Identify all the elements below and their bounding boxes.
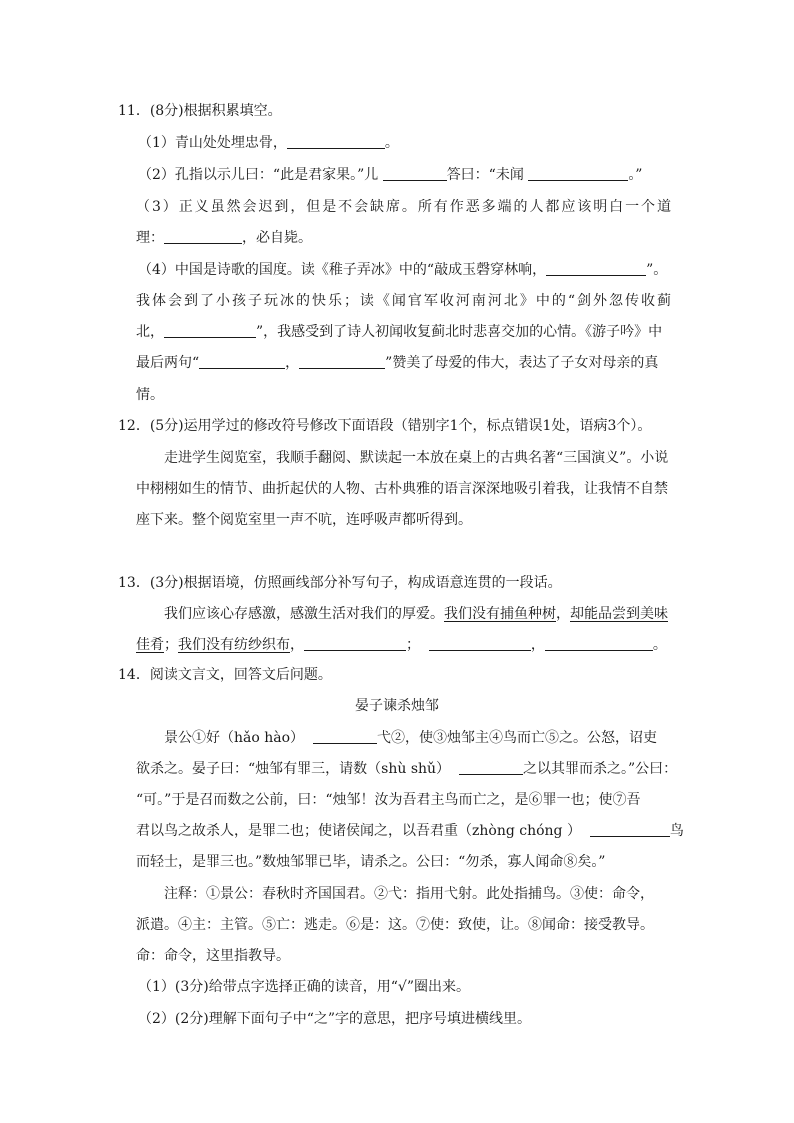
answer-blank[interactable] [546,261,646,276]
passage-line-2 [136,760,677,778]
q14-sub-question-1: （1）(3分)给带点字选择正确的读音，用“√”圈出来。 [138,979,470,995]
passage-line-4 [136,822,684,840]
answer-blank[interactable] [313,729,377,744]
q12-heading: 12．(5分)运用学过的修改符号修改下面语段（错别字1个，标点错误1处，语病3个）。 [118,418,652,434]
q11-item-4-text-e: 最后两句“ [136,355,200,371]
passage-text: 之以其罪而杀之。”公曰： [522,761,678,777]
passage-text: 鸟 [669,823,684,839]
q11-item-4-line-3 [136,323,662,341]
q13-underlined-text: 我们没有捕鱼种树 [444,606,556,622]
q11-item-4-line-2: 我体会到了小孩子玩冰的快乐；读《闻官军收河南河北》中的“剑外忽传收蓟 [136,293,671,309]
q12-paragraph-line-3: 座下来。整个阅览室里一声不吭，连呼吸声都听得到。 [136,512,472,528]
q11-item-1 [138,134,399,152]
passage-line-5: 而轻士，是罪三也。”数烛邹罪已毕，请杀之。公曰：“勿杀，寡人闻命⑧矣。” [136,854,606,870]
q13-comma: ， [530,637,545,653]
q11-item-4-text-c: 北， [136,324,164,340]
q11-item-2-mid: 答曰：“未闻 [446,167,524,183]
q13-underlined-text: 我们没有纺纱织布 [178,637,290,653]
q12-paragraph-line-1: 走进学生阅览室，我顺手翻阅、默读起一本放在桌上的古典名著“三国演义”。小说 [164,450,669,466]
q11-item-4-text: （4）中国是诗歌的国度。读《稚子弄冰》中的“敲成玉磬穿林响， [138,262,547,278]
notes-line-1: 注释：①景公：春秋时齐国国君。②弋：指用弋射。此处指捕鸟。③使：命令， [164,886,654,902]
q11-item-4-line-1 [138,261,667,279]
q11-item-4-text-g: ”赞美了母爱的伟大，表达了子女对母亲的真 [385,355,659,371]
q13-comma: ， [556,606,570,622]
q11-item-4-line-5: 情。 [136,387,164,403]
q11-item-4-line-4 [136,354,658,372]
passage-line-1 [164,729,657,747]
passage-title: 晏子谏杀烛邹 [355,698,439,714]
answer-blank[interactable] [590,822,670,837]
answer-blank[interactable] [545,636,653,651]
notes-line-2: 派遣。④主：主管。⑤亡：逃走。⑥是：这。⑦使：致使，让。⑧闻命：接受教导。 [136,917,654,933]
answer-blank[interactable] [199,354,285,369]
q11-item-3-line-2 [136,229,312,247]
passage-text: 弋②，使③烛邹主④鸟而亡⑤之。公怒，诏吏 [376,730,657,746]
answer-blank[interactable] [528,166,628,181]
notes-line-3: 命：命令，这里指教导。 [136,948,290,964]
q14-heading: 14．阅读文言文，回答文后问题。 [118,667,332,683]
q14-sub-question-2: （2）(2分)理解下面句子中“之”字的意思，把序号填进横线里。 [138,1011,532,1027]
passage-text: 景公①好（hǎo hào） [164,730,305,746]
q11-item-1-end: 。 [384,135,399,151]
answer-blank[interactable] [459,760,523,775]
answer-blank[interactable] [304,636,406,651]
answer-blank[interactable] [299,354,385,369]
q11-item-1-text: （1）青山处处埋忠骨， [138,135,287,151]
q11-item-2-text: （2）孔指以示儿曰：“此是君家果。”儿 [138,167,379,183]
q11-item-3-line-1: （3）正义虽然会迟到，但是不会缺席。所有作恶多端的人都应该明白一个道 [136,199,671,215]
answer-blank[interactable] [429,636,531,651]
q13-underlined-text: 佳肴 [136,637,164,653]
q13-underlined-text: 却能品尝到美味 [570,606,668,622]
q13-heading: 13．(3分)根据语境，仿照画线部分补写句子，构成语意连贯的一段话。 [118,575,562,591]
q13-comma: ， [290,637,304,653]
q12-paragraph-line-2: 中栩栩如生的情节、曲折起伏的人物、古朴典雅的语言深深地吸引着我，让我情不自禁 [136,481,668,497]
answer-blank[interactable] [287,134,385,149]
q11-item-4-end: ”。 [646,262,668,278]
q13-separator: ； [164,637,178,653]
q11-item-2 [138,166,642,184]
q11-item-2-end: 。” [628,167,643,183]
q13-paragraph-line-1 [164,605,668,623]
passage-text: 君以鸟之故杀人，是罪二也；使诸侯闻之，以吾君重（zhòng chóng ） [136,823,581,839]
q13-plain-text: 我们应该心存感激，感激生活对我们的厚爱。 [164,606,444,622]
q11-item-3-text: 理： [136,230,164,246]
q13-period: 。 [652,637,667,653]
answer-blank[interactable] [164,229,242,244]
passage-text: 欲杀之。晏子曰：“烛邹有罪三，请数（shù shǔ） [136,761,451,777]
passage-line-3: “可。”于是召而数之公前，曰：“烛邹！汝为吾君主鸟而亡之，是⑥罪一也；使⑦吾 [136,792,641,808]
q13-semicolon: ； [406,637,420,653]
answer-blank[interactable] [164,323,256,338]
q11-heading: 11．(8分)根据积累填空。 [118,103,282,119]
q11-item-3-end: ，必自毙。 [242,230,312,246]
q13-paragraph-line-2 [136,636,667,654]
q11-item-4-text-d: ”，我感受到了诗人初闻收复蓟北时悲喜交加的心情。《游子吟》中 [256,324,663,340]
answer-blank[interactable] [383,166,447,181]
q11-item-4-text-f: ， [285,355,300,371]
